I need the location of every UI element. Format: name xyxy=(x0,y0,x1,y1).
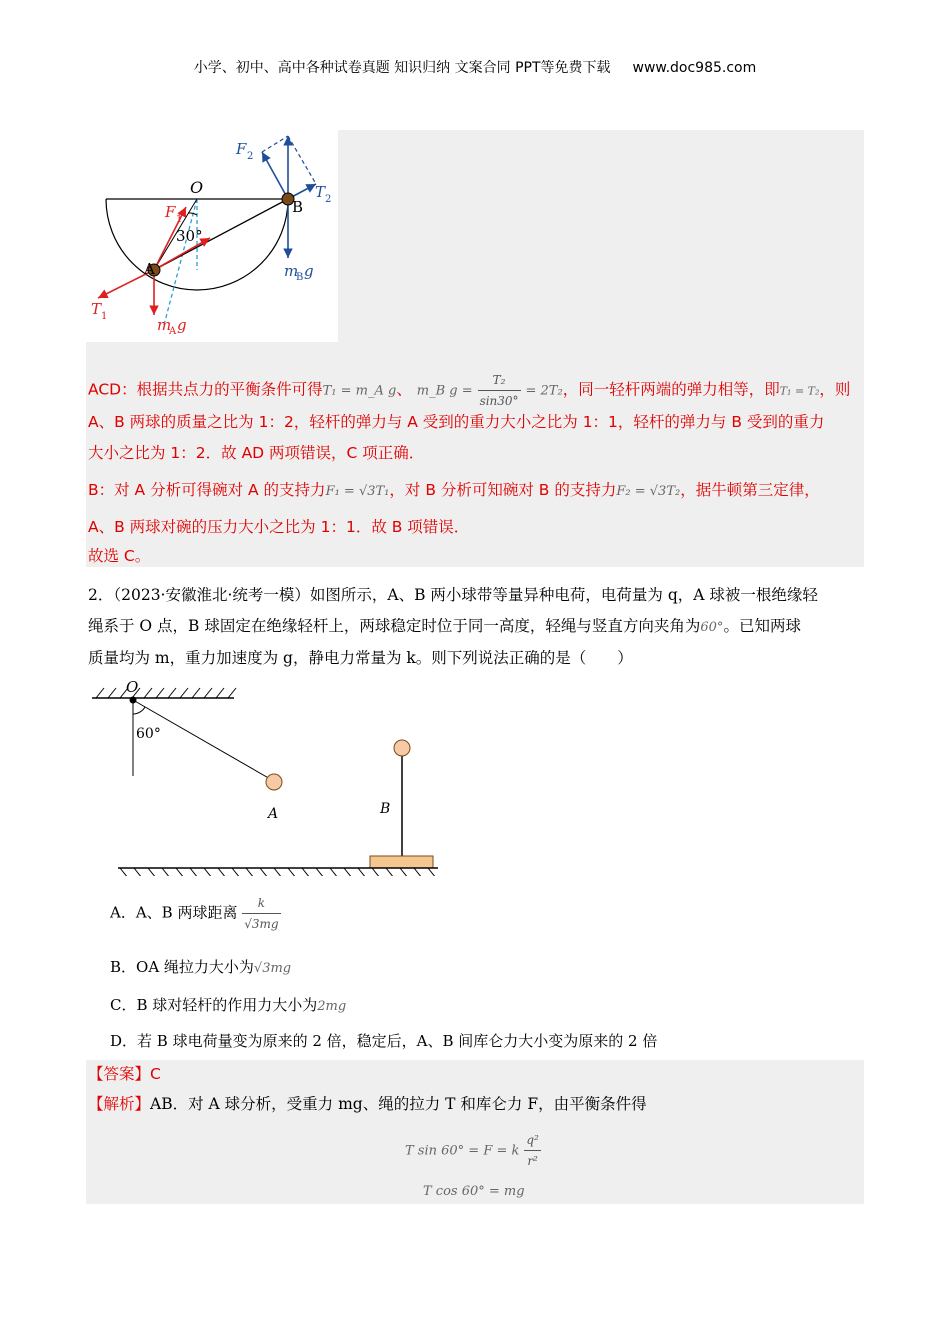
label-T2: T xyxy=(315,183,326,201)
math-T1-T2: T₁ = T₂ xyxy=(779,384,820,398)
page-header xyxy=(0,57,950,77)
ceiling-hatch xyxy=(96,688,236,698)
math-F1: F₁ = √3T₁ xyxy=(325,484,390,499)
dash-parallelogram-2 xyxy=(288,136,316,184)
sol1-line4: B：对 A 分析可得碗对 A 的支持力F₁ = √3T₁，对 B 分析可知碗对 B 的支持力F₂ = √3T₂，据牛顿第三定律， xyxy=(88,481,820,499)
label-A2: A xyxy=(268,806,279,822)
q2-line3: 质量均为 m，重力加速度为 g，静电力常量为 k。则下列说法正确的是（ ） xyxy=(88,649,633,667)
analysis-line: 【解析】AB．对 A 球分析，受重力 mg、绳的拉力 T 和库仑力 F，由平衡条件得 xyxy=(88,1095,647,1113)
option-D[interactable]: D．若 B 球电荷量变为原来的 2 倍，稳定后，A、B 间库仑力大小变为原来的 2 倍 xyxy=(110,1032,658,1050)
math-60deg: 60° xyxy=(700,620,724,635)
figure-bowl xyxy=(86,130,338,342)
label-mBg-g: g xyxy=(304,262,314,280)
header-text: 小学、初中、高中各种试卷真题 知识归纳 文案合同 PPT等免费下载 xyxy=(193,60,611,76)
label-O: O xyxy=(190,178,204,197)
math-frac-k: $\frac{k}{√3mg}$ xyxy=(242,893,280,934)
label-mAg-sub: A xyxy=(169,326,177,337)
sol1-line5: A、B 两球对碗的压力大小之比为 1：1．故 B 项错误． xyxy=(88,518,470,536)
ball-A2 xyxy=(266,774,282,790)
option-C[interactable]: C．B 球对轻杆的作用力大小为2mg xyxy=(110,996,347,1014)
angle-arc-60 xyxy=(133,707,145,714)
label-T1-sub: 1 xyxy=(101,311,108,322)
label-T2-sub: 2 xyxy=(325,194,332,205)
label-T1: T xyxy=(91,300,102,318)
label-mBg-sub: B xyxy=(296,272,304,283)
point-O xyxy=(130,697,137,704)
label-mAg-g: g xyxy=(177,316,187,334)
label-O2: O xyxy=(126,678,139,696)
ground-hatch xyxy=(120,868,436,876)
sol1-line1: ACD：根据共点力的平衡条件可得T₁ = m_A g、 m_B g = $\frac{\text{T₂}}{\sin 30^\circ}$ = 2T₂，同一轻杆两端的弹力相等，即T₁ = T₂，则 xyxy=(88,370,850,411)
math-frac-T2: $\frac{\text{T₂}}{\sin 30^\circ}$ xyxy=(478,370,521,411)
sol1-line6: 故选 C。 xyxy=(88,547,151,565)
dash-parallelogram-1 xyxy=(262,136,288,152)
equation-2: T cos 60° = mg xyxy=(423,1184,525,1199)
math-T1-eq: T₁ = m_A g xyxy=(322,383,397,399)
label-A: A xyxy=(144,260,155,278)
ball-B2 xyxy=(394,740,410,756)
sol1-line3: 大小之比为 1：2．故 AD 两项错误，C 项正确． xyxy=(88,444,425,462)
answer-label: 【答案】C xyxy=(88,1065,161,1083)
label-F1-sub: 1 xyxy=(176,214,183,225)
math-frac-q2r2: $\frac{\text{q²}}{\text{r²}}$ xyxy=(524,1130,541,1171)
bowl-diagram xyxy=(86,130,338,342)
label-B2: B xyxy=(380,801,391,817)
math-2mg: 2mg xyxy=(317,999,347,1014)
math-2T2: = 2T₂ xyxy=(525,383,563,399)
label-mBg: m xyxy=(284,262,299,280)
label-angle: 30° xyxy=(176,227,203,245)
sol1-line2: A、B 两球的质量之比为 1：2，轻杆的弹力与 A 受到的重力大小之比为 1：1，轻杆的弹力与 B 受到的重力 xyxy=(88,413,825,431)
label-mAg: m xyxy=(157,316,172,334)
figure-pendulum xyxy=(88,676,448,876)
option-A[interactable]: A．A、B 两球距离 $\frac{k}{√3mg}$ xyxy=(110,893,281,934)
math-sqrt3mg: √3mg xyxy=(253,961,292,976)
rod-base xyxy=(370,856,433,868)
label-F2: F xyxy=(236,140,247,158)
equation-1: T sin 60° = F = k $\frac{\text{q²}}{\text{r²}}$ xyxy=(405,1130,541,1171)
header-url[interactable]: www.doc985.com xyxy=(632,60,757,76)
option-B[interactable]: B．OA 绳拉力大小为√3mg xyxy=(110,958,292,976)
label-B: B xyxy=(292,198,304,216)
pendulum-diagram xyxy=(88,676,448,876)
math-F2: F₂ = √3T₂ xyxy=(616,484,681,499)
label-F2-sub: 2 xyxy=(247,151,254,162)
label-F1: F xyxy=(165,203,176,221)
q2-line2: 绳系于 O 点，B 球固定在绝缘轻杆上，两球稳定时位于同一高度，轻绳与竖直方向夹角为60°。已知两球 xyxy=(88,617,801,635)
q2-line1: 2．（2023·安徽淮北·统考一模）如图所示，A、B 两小球带等量异种电荷，电荷量为 q，A 球被一根绝缘轻 xyxy=(88,586,818,604)
label-60deg: 60° xyxy=(136,726,161,742)
math-mBg-left: m_B g = xyxy=(416,383,473,399)
force-F2 xyxy=(262,152,288,199)
